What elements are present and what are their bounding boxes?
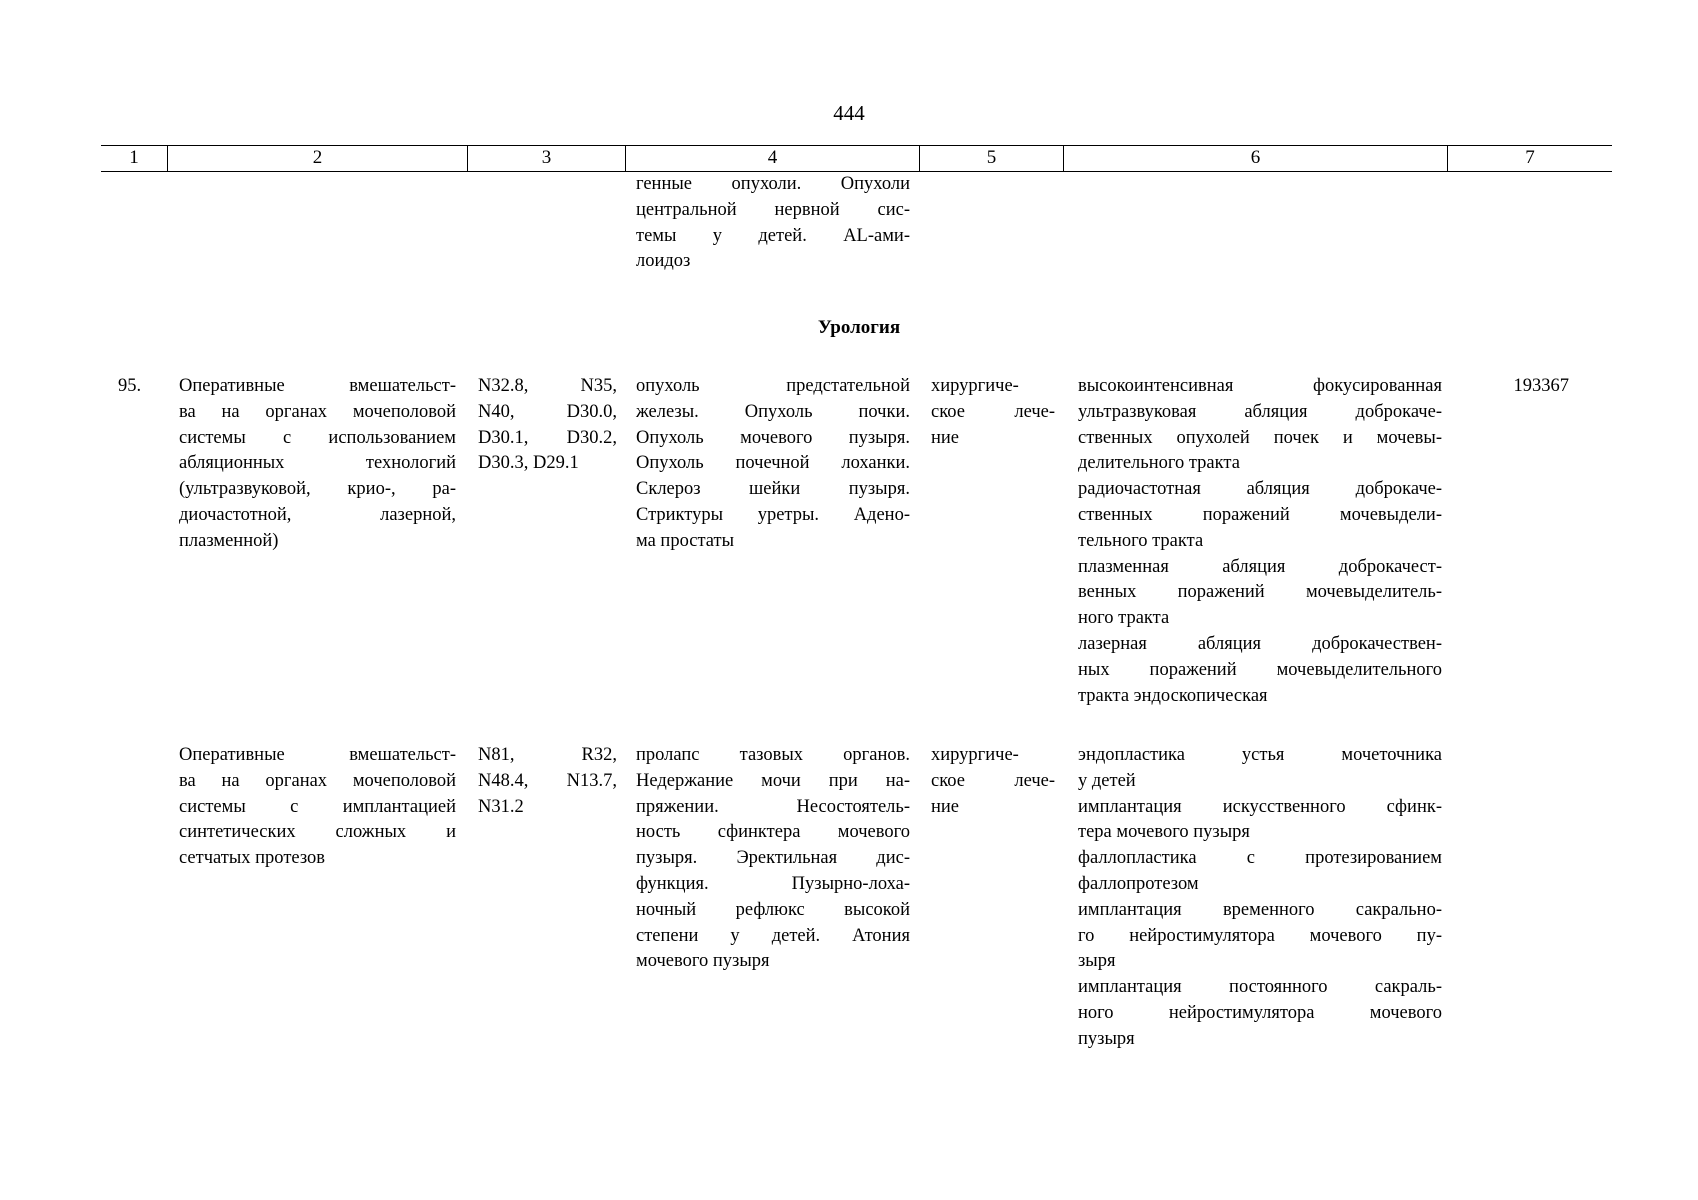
continuation-col4 <box>636 172 910 275</box>
text-line: ние <box>931 796 960 817</box>
text-line: Склероз шейки пузыря. <box>636 479 910 500</box>
row-2-col6 <box>1078 743 1442 1053</box>
text-line: Оперативные вмешательст- <box>179 376 456 396</box>
text-line: ние <box>931 427 960 448</box>
row-2-col2 <box>179 743 456 872</box>
text-line: Опухоль мочевого пузыря. <box>636 427 910 448</box>
text-line: абляционных технологий <box>179 453 456 474</box>
column-header-2: 2 <box>167 146 467 171</box>
text-line: ское лече- <box>931 401 1055 422</box>
text-line: (ультразвуковой, крио-, ра- <box>179 479 456 500</box>
column-header-7: 7 <box>1447 146 1612 171</box>
text-line: лоидоз <box>636 251 691 272</box>
row-95-price: 193367 <box>1513 376 1569 396</box>
column-header-3: 3 <box>467 146 625 171</box>
text-line: N40, D30.0, <box>478 401 617 422</box>
text-line: темы у детей. AL-ами- <box>636 225 910 246</box>
text-line: опухоль предстательной <box>636 376 910 396</box>
text-line: ного нейростимулятора мочевого <box>1078 1002 1442 1023</box>
table-header <box>101 145 1612 172</box>
text-line: ское лече- <box>931 770 1055 791</box>
text-line: пряжении. Несостоятель- <box>636 796 910 817</box>
text-line: ма простаты <box>636 530 735 551</box>
row-95-col6 <box>1078 374 1442 709</box>
text-line: степени у детей. Атония <box>636 925 910 946</box>
text-line: тера мочевого пузыря <box>1078 822 1250 843</box>
text-line: Оперативные вмешательст- <box>179 745 456 765</box>
text-line: ных поражений мочевыделительного <box>1078 659 1442 680</box>
text-line: N48.4, N13.7, <box>478 770 617 791</box>
column-header-1: 1 <box>129 147 139 168</box>
text-line: ва на органах мочеполовой <box>179 401 456 422</box>
text-line: мочевого пузыря <box>636 951 770 972</box>
text-line: венных поражений мочевыделитель- <box>1078 582 1442 603</box>
row-number: 95. <box>118 376 142 396</box>
text-line: синтетических сложных и <box>179 822 456 843</box>
text-line: радиочастотная абляция доброкаче- <box>1078 479 1442 500</box>
text-line: пузыря <box>1078 1028 1135 1049</box>
text-line: пузыря. Эректильная дис- <box>636 848 910 869</box>
row-2-col3 <box>478 743 617 820</box>
row-95-col5 <box>931 374 1055 451</box>
text-line: железы. Опухоль почки. <box>636 401 910 422</box>
text-line: системы с использованием <box>179 427 456 448</box>
text-line: го нейростимулятора мочевого пу- <box>1078 925 1442 946</box>
text-line: фаллопластика с протезированием <box>1078 848 1442 869</box>
text-line: Стриктуры уретры. Адено- <box>636 504 910 525</box>
text-line: N31.2 <box>478 796 524 817</box>
text-line: Недержание мочи при на- <box>636 770 910 791</box>
row-2-col4 <box>636 743 910 975</box>
text-line: тельного тракта <box>1078 530 1204 551</box>
text-line: D30.1, D30.2, <box>478 427 617 448</box>
text-line: высокоинтенсивная фокусированная <box>1078 376 1442 396</box>
text-line: имплантация искусственного сфинк- <box>1078 796 1442 817</box>
text-line: сетчатых протезов <box>179 848 326 869</box>
row-2-col5 <box>931 743 1055 820</box>
text-line: плазменной) <box>179 530 279 551</box>
text-line: ность сфинктера мочевого <box>636 822 910 843</box>
text-line: тракта эндоскопическая <box>1078 685 1268 706</box>
column-header-4: 4 <box>625 146 919 171</box>
text-line: ственных поражений мочевыдели- <box>1078 504 1442 525</box>
text-line: пролапс тазовых органов. <box>636 745 910 765</box>
text-line: хирургиче- <box>931 376 1019 396</box>
text-line: зыря <box>1078 951 1116 972</box>
text-line: ва на органах мочеполовой <box>179 770 456 791</box>
text-line: делительного тракта <box>1078 453 1240 474</box>
text-line: хирургиче- <box>931 745 1019 765</box>
row-95-col3 <box>478 374 617 477</box>
text-line: ночный рефлюкс высокой <box>636 899 910 920</box>
row-95-col4 <box>636 374 910 555</box>
text-line: центральной нервной сис- <box>636 199 910 220</box>
text-line: системы с имплантацией <box>179 796 456 817</box>
text-line: лазерная абляция доброкачествен- <box>1078 633 1442 654</box>
text-line: ультразвуковая абляция доброкаче- <box>1078 401 1442 422</box>
text-line: фаллопротезом <box>1078 873 1199 894</box>
row-95-col2 <box>179 374 456 555</box>
text-line: у детей <box>1078 770 1136 791</box>
text-line: функция. Пузырно-лоха- <box>636 873 910 894</box>
text-line: имплантация временного сакрально- <box>1078 899 1442 920</box>
section-title: Урология <box>817 317 901 338</box>
text-line: Опухоль почечной лоханки. <box>636 453 910 474</box>
text-line: диочастотной, лазерной, <box>179 504 456 525</box>
page-number: 444 <box>833 101 865 125</box>
text-line: имплантация постоянного сакраль- <box>1078 977 1442 998</box>
text-line: D30.3, D29.1 <box>478 453 579 474</box>
column-header-5: 5 <box>919 146 1063 171</box>
column-header-6: 6 <box>1063 146 1447 171</box>
text-line: N32.8, N35, <box>478 376 617 396</box>
text-line: ного тракта <box>1078 608 1170 629</box>
text-line: эндопластика устья мочеточника <box>1078 745 1442 765</box>
text-line: плазменная абляция доброкачест- <box>1078 556 1442 577</box>
text-line: ственных опухолей почек и мочевы- <box>1078 427 1442 448</box>
text-line: генные опухоли. Опухоли <box>636 174 910 194</box>
text-line: N81, R32, <box>478 745 617 765</box>
